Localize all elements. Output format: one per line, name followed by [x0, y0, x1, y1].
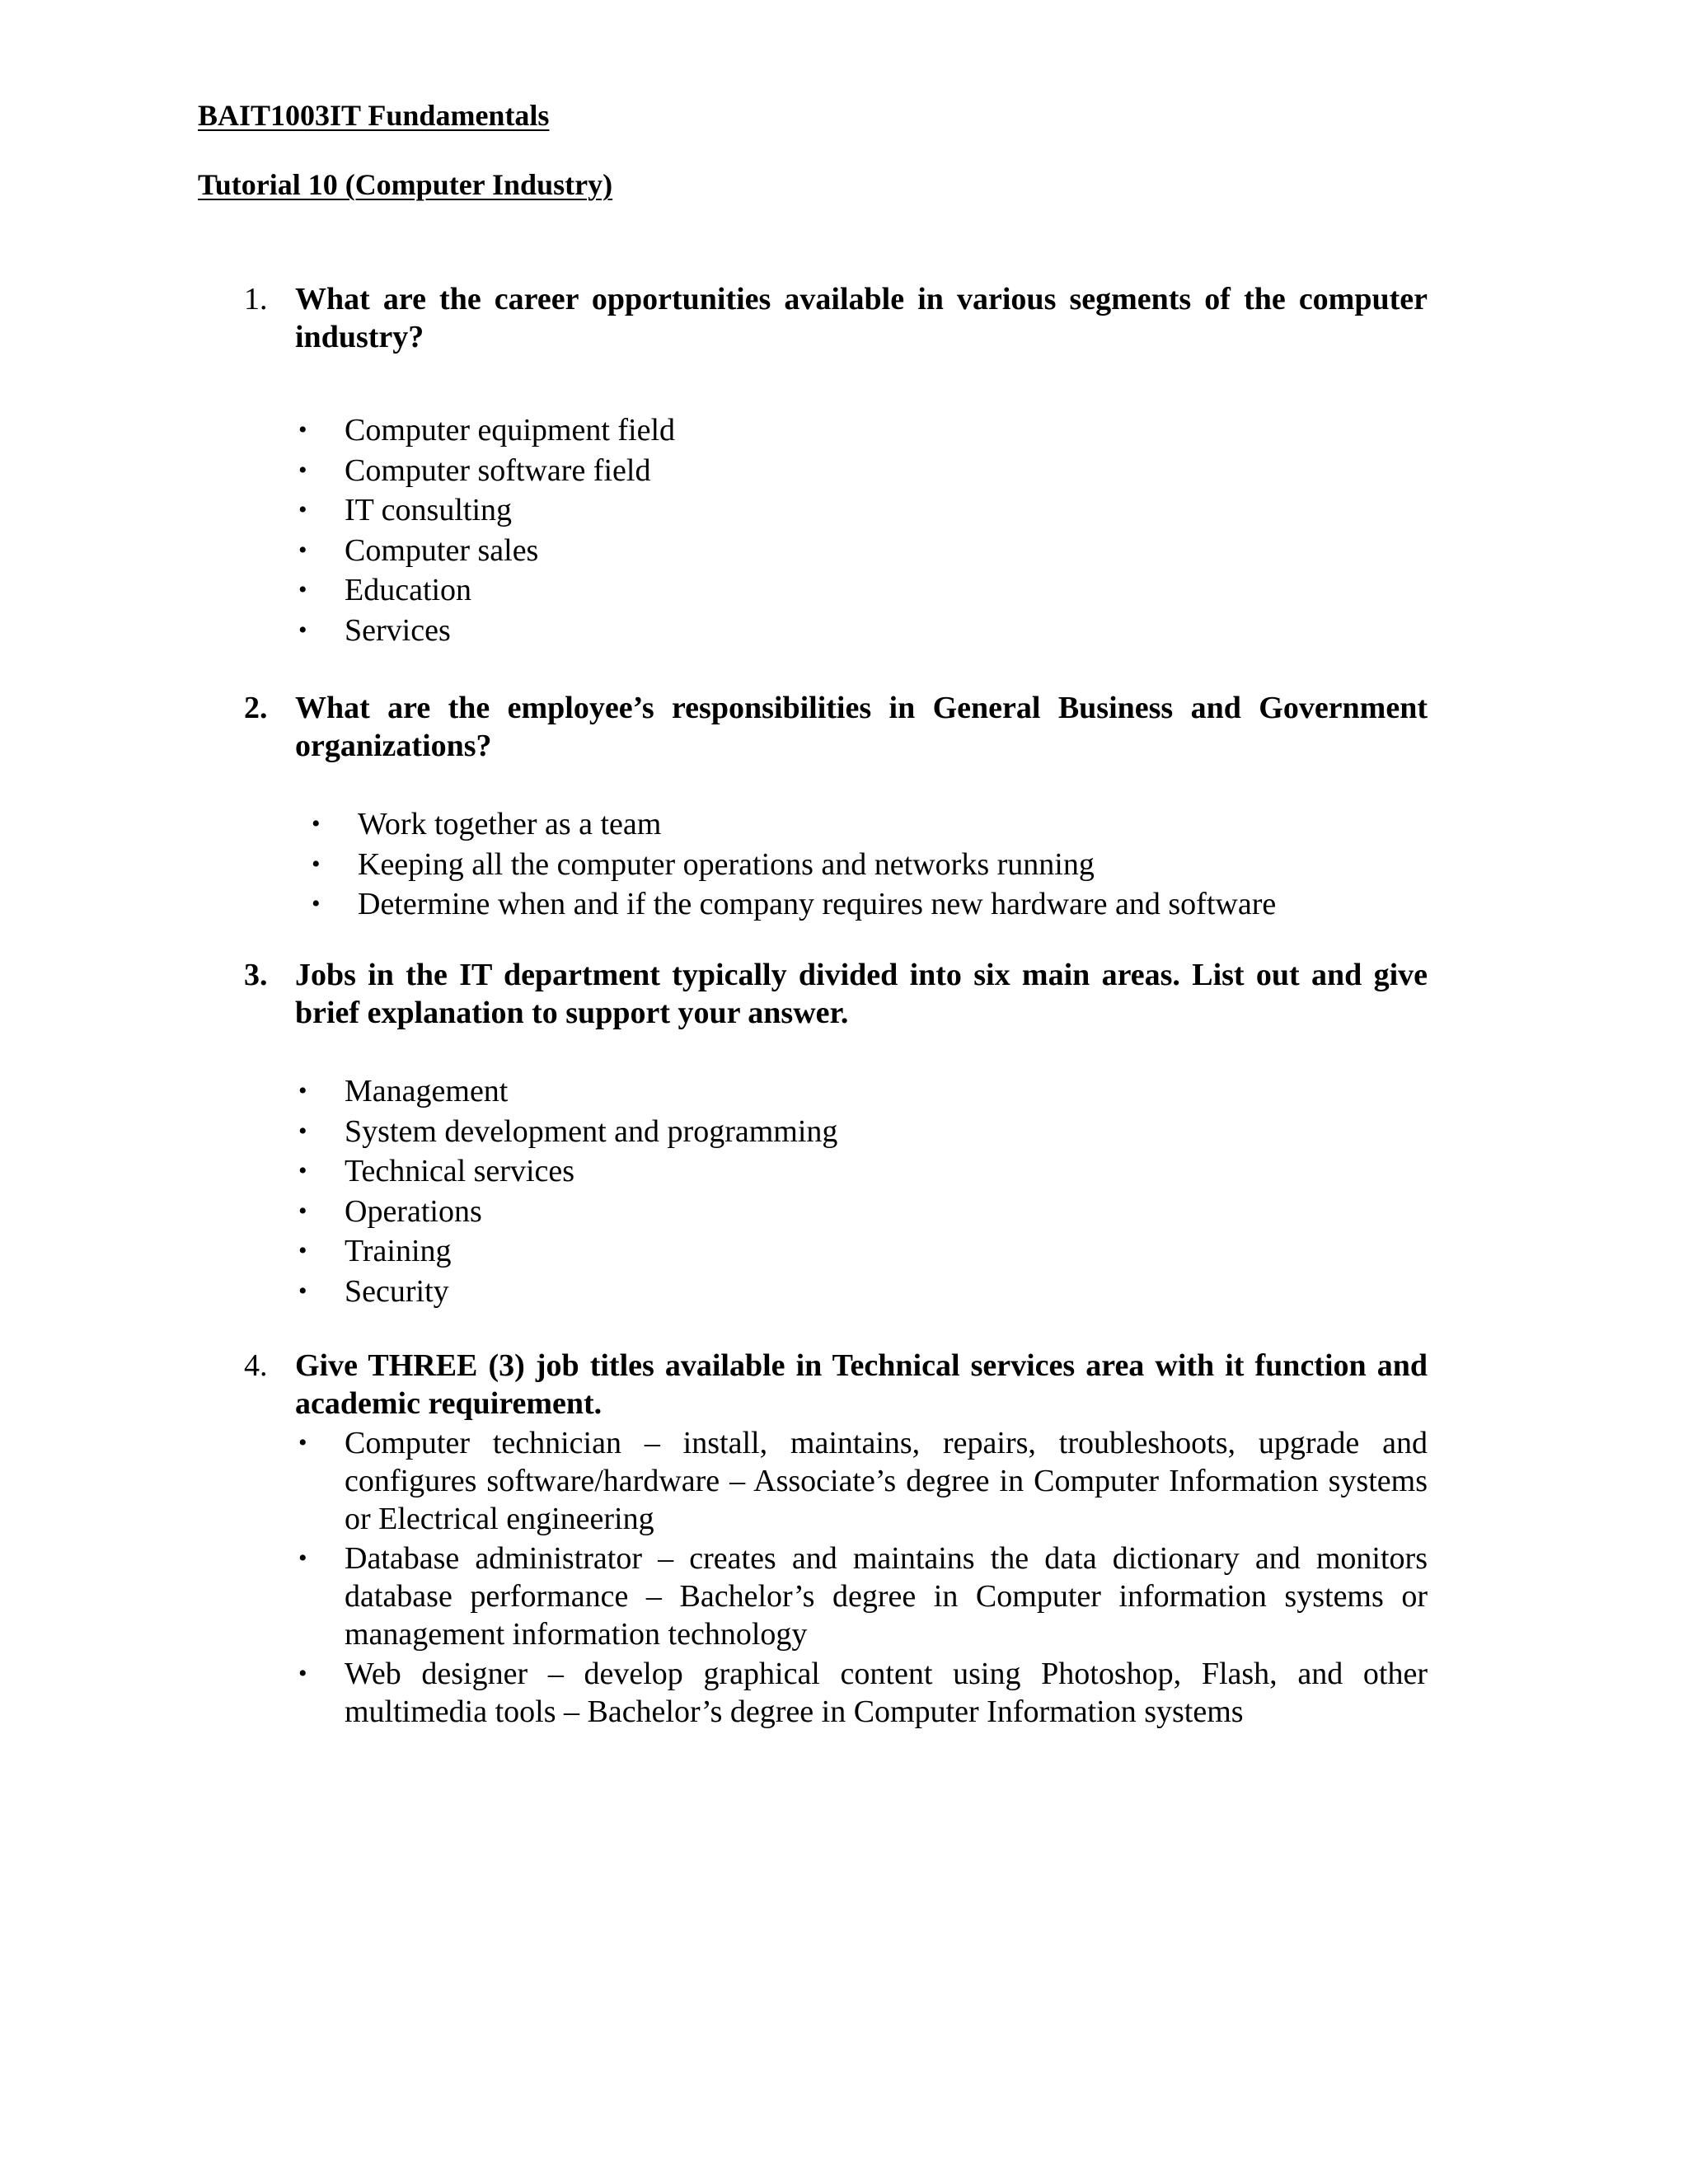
answer-list-2 [0, 804, 1688, 925]
list-item [0, 1655, 1688, 1731]
list-item [0, 490, 1688, 531]
question-text: What are the career opportunities available in various segments of the computer industry? [295, 282, 1428, 354]
answer-text: IT consulting [345, 493, 513, 528]
list-item [0, 884, 1688, 925]
list-item [0, 1540, 1688, 1653]
answer-text: Computer software field [345, 452, 651, 488]
bullet-icon: • [298, 536, 307, 564]
answer-text: Security [345, 1273, 449, 1309]
bullet-icon: • [312, 890, 321, 918]
bullet-icon: • [298, 1429, 307, 1456]
question-number: 4. [244, 1348, 268, 1383]
bullet-icon: • [312, 810, 321, 837]
list-item [0, 611, 1688, 651]
list-item [0, 451, 1688, 491]
answer-text: Operations [345, 1193, 482, 1229]
question-number: 2. [244, 691, 268, 725]
bullet-icon: • [298, 1117, 307, 1145]
list-item [0, 410, 1688, 451]
question-number: 1. [244, 282, 268, 316]
answer-text: Computer technician – install, maintains, repairs, troubleshoots, upgrade and configures software/hardware – Associate’s degree in Computer Information systems or Electrical engineering [345, 1426, 1428, 1536]
bullet-icon: • [298, 1077, 307, 1104]
bullet-icon: • [298, 576, 307, 604]
question-number: 3. [244, 958, 268, 992]
question-text: Give THREE (3) job titles available in Technical services area with it function and academic requirement. [295, 1348, 1428, 1421]
answer-text: Web designer – develop graphical content using Photoshop, Flash, and other multimedia tools – Bachelor’s degree in Computer Information systems [345, 1657, 1428, 1729]
bullet-icon: • [298, 416, 307, 443]
answer-text: Education [345, 573, 472, 608]
answer-text: System development and programming [345, 1113, 838, 1149]
bullet-icon: • [298, 1157, 307, 1185]
course-title: BAIT1003IT Fundamentals [198, 99, 550, 132]
list-item [0, 804, 1688, 845]
list-item [0, 1071, 1688, 1112]
list-item [0, 1272, 1688, 1312]
answer-text: Work together as a team [358, 807, 662, 841]
question-text: Jobs in the IT department typically divided into six main areas. List out and give brief explanation to support your answer. [295, 958, 1428, 1030]
answer-text: Training [345, 1234, 452, 1269]
list-item [0, 1151, 1688, 1192]
answer-text: Technical services [345, 1154, 575, 1189]
bullet-icon: • [312, 850, 321, 878]
answer-list-4 [0, 1424, 1688, 1732]
answer-text: Computer equipment field [345, 413, 676, 448]
bullet-icon: • [298, 496, 307, 524]
answer-list-1 [0, 410, 1688, 651]
list-item [0, 531, 1688, 571]
question-text: What are the employee’s responsibilities in General Business and Government organizations? [295, 691, 1428, 763]
list-item [0, 1112, 1688, 1152]
bullet-icon: • [298, 1544, 307, 1572]
bullet-icon: • [298, 1197, 307, 1225]
bullet-icon: • [298, 1277, 307, 1305]
answer-text: Computer sales [345, 532, 539, 568]
answer-list-3 [0, 1071, 1688, 1312]
answer-text: Management [345, 1074, 509, 1108]
tutorial-title: Tutorial 10 (Computer Industry) [198, 168, 613, 201]
answer-text: Database administrator – creates and maintains the data dictionary and monitors database performance – Bachelor’s degree in Computer information systems or management information technology [345, 1541, 1428, 1652]
answer-text: Services [345, 612, 451, 648]
answer-text: Determine when and if the company requires new hardware and software [358, 887, 1277, 922]
bullet-icon: • [298, 616, 307, 644]
bullet-icon: • [298, 1660, 307, 1687]
list-item [0, 1231, 1688, 1272]
list-item [0, 1424, 1688, 1538]
bullet-icon: • [298, 456, 307, 484]
list-item [0, 845, 1688, 885]
bullet-icon: • [298, 1237, 307, 1265]
list-item [0, 1192, 1688, 1232]
list-item [0, 570, 1688, 611]
answer-text: Keeping all the computer operations and networks running [358, 846, 1095, 882]
